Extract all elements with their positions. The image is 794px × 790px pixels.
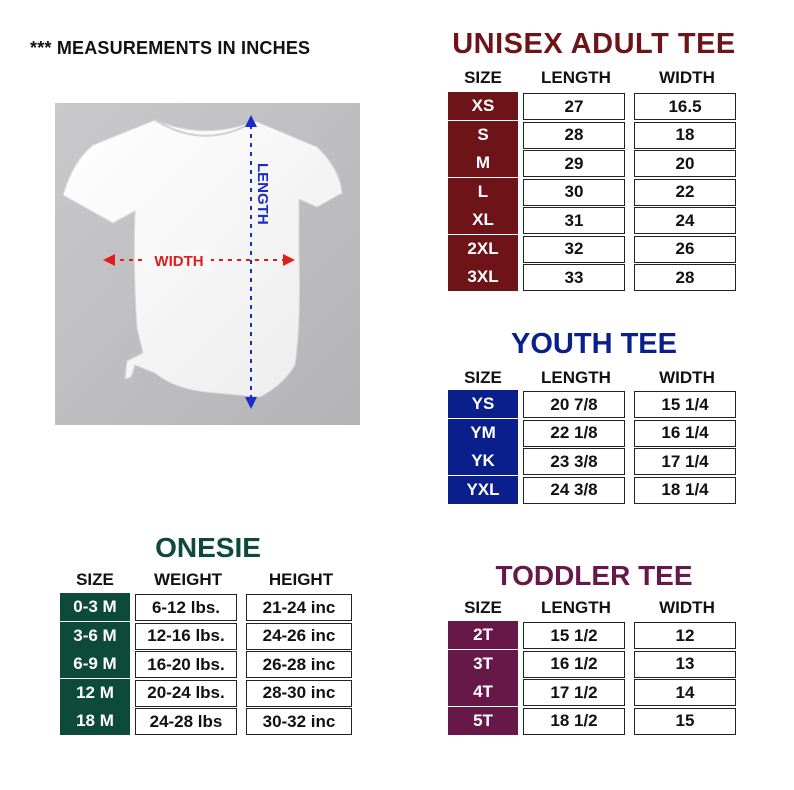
onesie-size-cell: 6-9 M: [60, 650, 130, 679]
toddler-size-cell: 2T: [448, 621, 518, 650]
onesie-value-cell: 24-28 lbs: [135, 708, 237, 735]
adult-size-cell: L: [448, 178, 518, 207]
onesie-header-weight: WEIGHT: [154, 570, 222, 589]
youth-size-cell: YS: [448, 390, 518, 419]
onesie-value-cell: 30-32 inc: [246, 708, 352, 735]
toddler-value-cell: 13: [634, 651, 736, 678]
adult-value-cell: 33: [523, 264, 625, 291]
adult-value-cell: 18: [634, 122, 736, 149]
youth-value-cell: 18 1/4: [634, 477, 736, 504]
adult-value-cell: 31: [523, 207, 625, 234]
adult-size-cell: XL: [448, 206, 518, 235]
adult-header-size: SIZE: [464, 68, 502, 87]
onesie-value-cell: 21-24 inc: [246, 594, 352, 621]
adult-value-cell: 20: [634, 150, 736, 177]
tshirt-photo: [55, 103, 360, 425]
youth-value-cell: 24 3/8: [523, 477, 625, 504]
onesie-value-cell: 26-28 inc: [246, 651, 352, 678]
adult-size-cell: XS: [448, 92, 518, 121]
adult-header-width: WIDTH: [659, 68, 715, 87]
measurement-note: *** MEASUREMENTS IN INCHES: [30, 38, 311, 58]
youth-header-size: SIZE: [464, 368, 502, 387]
onesie-value-cell: 16-20 lbs.: [135, 651, 237, 678]
onesie-header-height: HEIGHT: [268, 570, 334, 589]
onesie-value-cell: 6-12 lbs.: [135, 594, 237, 621]
adult-header-length: LENGTH: [541, 68, 611, 87]
adult-value-cell: 26: [634, 236, 736, 263]
adult-value-cell: 27: [523, 93, 625, 120]
toddler-value-cell: 14: [634, 679, 736, 706]
onesie-size-cell: 18 M: [60, 707, 130, 736]
adult-value-cell: 16.5: [634, 93, 736, 120]
width-label: WIDTH: [154, 253, 204, 270]
youth-size-cell: YM: [448, 419, 518, 448]
toddler-value-cell: 15: [634, 708, 736, 735]
adult-value-cell: 22: [634, 179, 736, 206]
toddler-value-cell: 18 1/2: [523, 708, 625, 735]
toddler-size-cell: 4T: [448, 678, 518, 707]
adult-value-cell: 28: [634, 264, 736, 291]
onesie-size-cell: 12 M: [60, 679, 130, 708]
adult-value-cell: 28: [523, 122, 625, 149]
toddler-title: TODDLER TEE: [495, 560, 693, 591]
adult-value-cell: 29: [523, 150, 625, 177]
onesie-title: ONESIE: [155, 532, 261, 563]
youth-value-cell: 22 1/8: [523, 420, 625, 447]
youth-value-cell: 17 1/4: [634, 448, 736, 475]
youth-size-cell: YXL: [448, 476, 518, 505]
onesie-size-cell: 3-6 M: [60, 622, 130, 651]
youth-title: YOUTH TEE: [511, 328, 677, 360]
youth-size-cell: YK: [448, 447, 518, 476]
youth-value-cell: 23 3/8: [523, 448, 625, 475]
toddler-value-cell: 16 1/2: [523, 651, 625, 678]
adult-size-cell: M: [448, 149, 518, 178]
youth-value-cell: 15 1/4: [634, 391, 736, 418]
adult-value-cell: 24: [634, 207, 736, 234]
length-label: LENGTH: [254, 163, 271, 225]
toddler-size-cell: 5T: [448, 707, 518, 736]
toddler-value-cell: 15 1/2: [523, 622, 625, 649]
toddler-header-width: WIDTH: [659, 598, 715, 617]
onesie-size-cell: 0-3 M: [60, 593, 130, 622]
adult-value-cell: 30: [523, 179, 625, 206]
toddler-header-size: SIZE: [464, 598, 502, 617]
onesie-value-cell: 12-16 lbs.: [135, 623, 237, 650]
adult-size-cell: 2XL: [448, 235, 518, 264]
toddler-size-cell: 3T: [448, 650, 518, 679]
adult-size-cell: S: [448, 121, 518, 150]
youth-value-cell: 16 1/4: [634, 420, 736, 447]
adult-title: UNISEX ADULT TEE: [452, 28, 736, 60]
onesie-value-cell: 28-30 inc: [246, 680, 352, 707]
onesie-value-cell: 24-26 inc: [246, 623, 352, 650]
toddler-value-cell: 12: [634, 622, 736, 649]
adult-size-cell: 3XL: [448, 263, 518, 292]
adult-value-cell: 32: [523, 236, 625, 263]
youth-header-length: LENGTH: [541, 368, 611, 387]
toddler-value-cell: 17 1/2: [523, 679, 625, 706]
toddler-header-length: LENGTH: [541, 598, 611, 617]
youth-value-cell: 20 7/8: [523, 391, 625, 418]
onesie-header-size: SIZE: [76, 570, 114, 589]
onesie-value-cell: 20-24 lbs.: [135, 680, 237, 707]
youth-header-width: WIDTH: [659, 368, 715, 387]
